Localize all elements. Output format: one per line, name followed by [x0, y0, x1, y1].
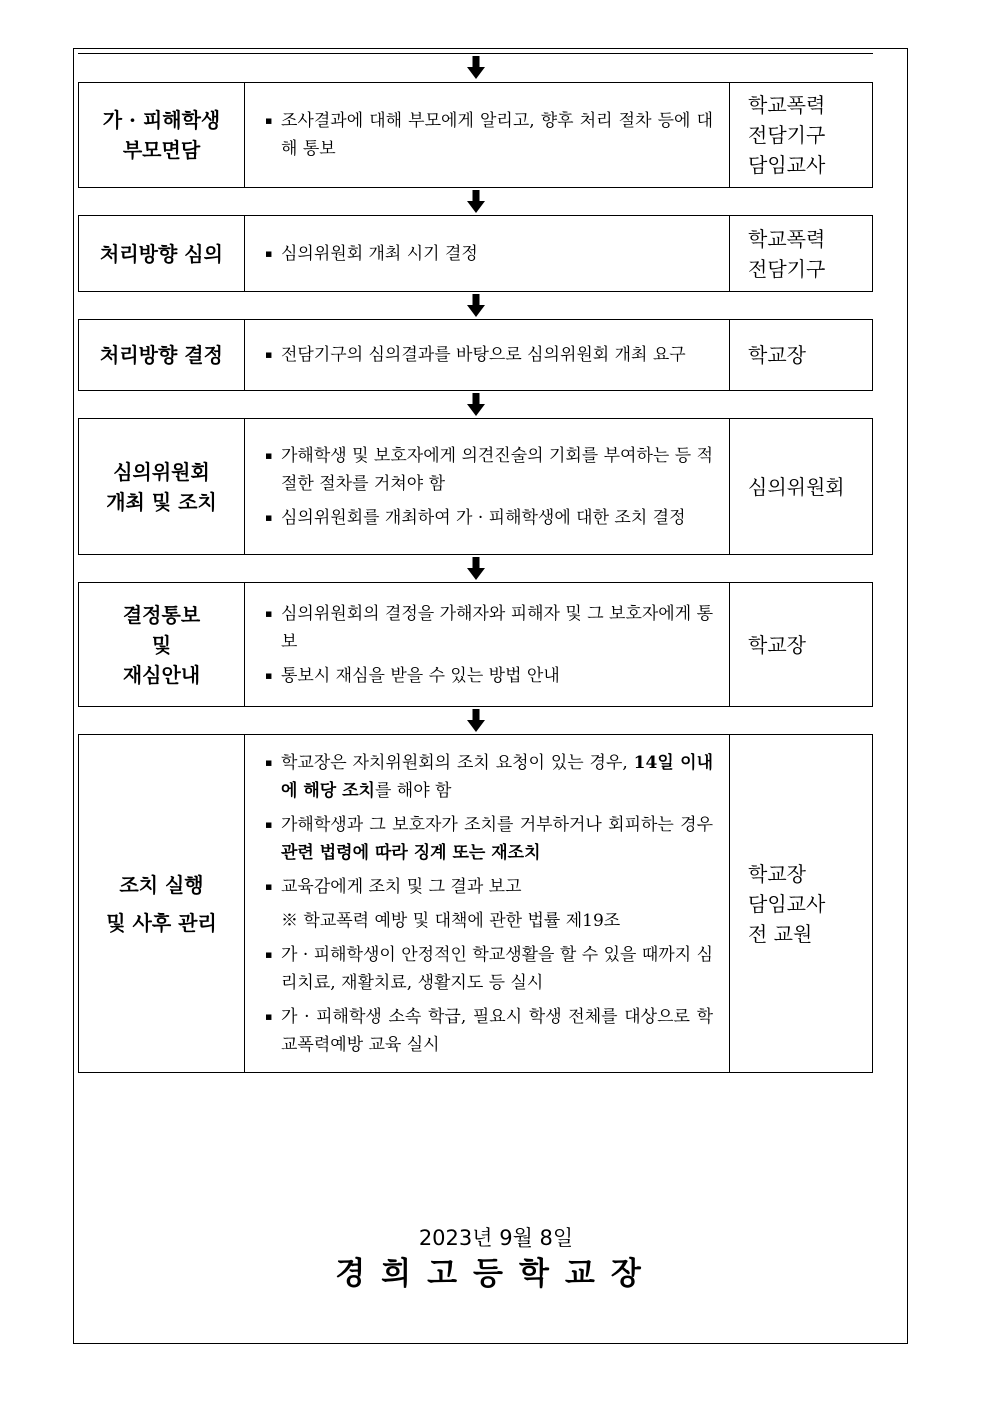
- owner-line: 학교장: [748, 343, 806, 367]
- bullet-text: 가해학생 및 보호자에게 의견진술의 기회를 부여하는 등 적절한 절차를 거쳐야 함: [281, 445, 713, 494]
- step-title: [79, 735, 245, 1072]
- step-title: [79, 83, 245, 187]
- bullet-text: 심의위원회 개최 시기 결정: [281, 243, 478, 264]
- bullet-item: [265, 749, 713, 805]
- bullet-icon: ▪: [265, 947, 273, 961]
- bullet-icon: ▪: [265, 668, 273, 682]
- title-line: 및 사후 관리: [106, 910, 217, 935]
- title-line: 개최 및 조치: [106, 489, 217, 514]
- bullet-text-part: 를 해야 함: [374, 780, 452, 801]
- bullet-text-emphasis: 14일 이내에 해당 조치: [281, 752, 713, 801]
- owner-line: 담임교사: [748, 153, 826, 177]
- bullet-text: [281, 811, 713, 867]
- bullet-icon: ▪: [265, 246, 273, 260]
- down-arrow-icon: [466, 294, 486, 318]
- title-line: 및: [151, 632, 172, 657]
- bullet-item: [265, 873, 713, 901]
- step-owner: [730, 320, 872, 390]
- step-description: [245, 320, 730, 390]
- step-committee-meeting: [78, 418, 873, 555]
- step-description: [245, 216, 730, 291]
- bullet-icon: ▪: [265, 114, 273, 127]
- bullet-icon: ▪: [265, 879, 273, 893]
- step-title: [79, 320, 245, 390]
- bullet-text: 통보시 재심을 받을 수 있는 방법 안내: [281, 665, 560, 686]
- owner-line: 학교폭력: [748, 93, 826, 117]
- bullet-item: [265, 662, 713, 690]
- title-line: 조치 실행: [119, 872, 204, 897]
- title-line: 부모면담: [122, 138, 201, 162]
- bullet-item: [265, 504, 713, 532]
- title-line: 심의위원회: [113, 459, 210, 484]
- step-owner: [730, 419, 872, 554]
- step-owner: [730, 735, 872, 1072]
- step-description: [245, 419, 730, 554]
- bullet-item: [265, 1003, 713, 1059]
- step-description: [245, 735, 730, 1072]
- title-line: 가 · 피해학생: [102, 108, 221, 132]
- step-title: [79, 583, 245, 706]
- step-parent-meeting: [78, 82, 873, 188]
- down-arrow-icon: [466, 190, 486, 214]
- step-notice-and-appeal: [78, 582, 873, 707]
- bullet-item: [265, 811, 713, 867]
- top-rule: [78, 53, 873, 54]
- step-review-direction: [78, 215, 873, 292]
- step-owner: [730, 583, 872, 706]
- bullet-text: 교육감에게 조치 및 그 결과 보고: [281, 876, 522, 897]
- bullet-icon: ▪: [265, 606, 273, 620]
- step-description: [245, 583, 730, 706]
- bullet-text: 가 · 피해학생 소속 학급, 필요시 학생 전체를 대상으로 학교폭력예방 교육 실시: [281, 1006, 713, 1055]
- bullet-text: [281, 749, 713, 805]
- step-description: [245, 83, 730, 187]
- step-title: [79, 216, 245, 291]
- title-line: 처리방향 심의: [100, 241, 223, 266]
- bullet-text-part: 학교장은 자치위원회의 조치 요청이 있는 경우,: [281, 752, 634, 773]
- bullet-item: [265, 107, 713, 163]
- owner-line: 담임교사: [748, 891, 826, 916]
- step-action-and-follow-up: [78, 734, 873, 1073]
- bullet-item: [265, 341, 713, 369]
- bullet-text-emphasis: 관련 법령에 따라 징계 또는 재조치: [281, 842, 541, 863]
- title-line: 재심안내: [122, 662, 201, 687]
- title-line: 결정통보: [122, 602, 201, 627]
- document-date: 2023년 9월 8일: [418, 1226, 574, 1250]
- bullet-text: 심의위원회를 개최하여 가 · 피해학생에 대한 조치 결정: [281, 507, 686, 528]
- bullet-item: [265, 442, 713, 498]
- bullet-item: [265, 240, 713, 268]
- owner-line: 전담기구: [748, 256, 826, 281]
- bullet-text: 가 · 피해학생이 안정적인 학교생활을 할 수 있을 때까지 심리치료, 재활치료, 생활지도 등 실시: [281, 944, 713, 993]
- bullet-item: [265, 941, 713, 997]
- bullet-item: [265, 600, 713, 656]
- owner-line: 학교장: [748, 632, 806, 657]
- owner-line: 심의위원회: [748, 474, 845, 499]
- bullet-icon: ▪: [265, 1009, 273, 1023]
- down-arrow-icon: [466, 56, 486, 80]
- bullet-text: 심의위원회의 결정을 가해자와 피해자 및 그 보호자에게 통보: [281, 603, 713, 652]
- step-title: [79, 419, 245, 554]
- school-name: 경희고등학교장: [335, 1256, 657, 1292]
- owner-line: 학교장: [748, 861, 806, 886]
- bullet-icon: ▪: [265, 348, 273, 361]
- down-arrow-icon: [466, 393, 486, 417]
- owner-line: 학교폭력: [748, 226, 826, 251]
- bullet-icon: ▪: [265, 817, 273, 831]
- step-owner: [730, 216, 872, 291]
- owner-line: 전 교원: [748, 921, 813, 946]
- law-reference-note: ※ 학교폭력 예방 및 대책에 관한 법률 제19조: [281, 910, 621, 931]
- down-arrow-icon: [466, 709, 486, 733]
- bullet-text: 조사결과에 대해 부모에게 알리고, 향후 처리 절차 등에 대해 통보: [281, 111, 713, 159]
- bullet-icon: ▪: [265, 510, 273, 524]
- owner-line: 전담기구: [748, 123, 826, 147]
- title-line: 처리방향 결정: [100, 343, 223, 367]
- bullet-text: 전담기구의 심의결과를 바탕으로 심의위원회 개최 요구: [281, 345, 686, 365]
- bullet-text-part: 가해학생과 그 보호자가 조치를 거부하거나 회피하는 경우: [281, 814, 713, 835]
- down-arrow-icon: [466, 557, 486, 581]
- step-decide-direction: [78, 319, 873, 391]
- bullet-icon: ▪: [265, 448, 273, 462]
- step-owner: [730, 83, 872, 187]
- bullet-icon: ▪: [265, 755, 273, 769]
